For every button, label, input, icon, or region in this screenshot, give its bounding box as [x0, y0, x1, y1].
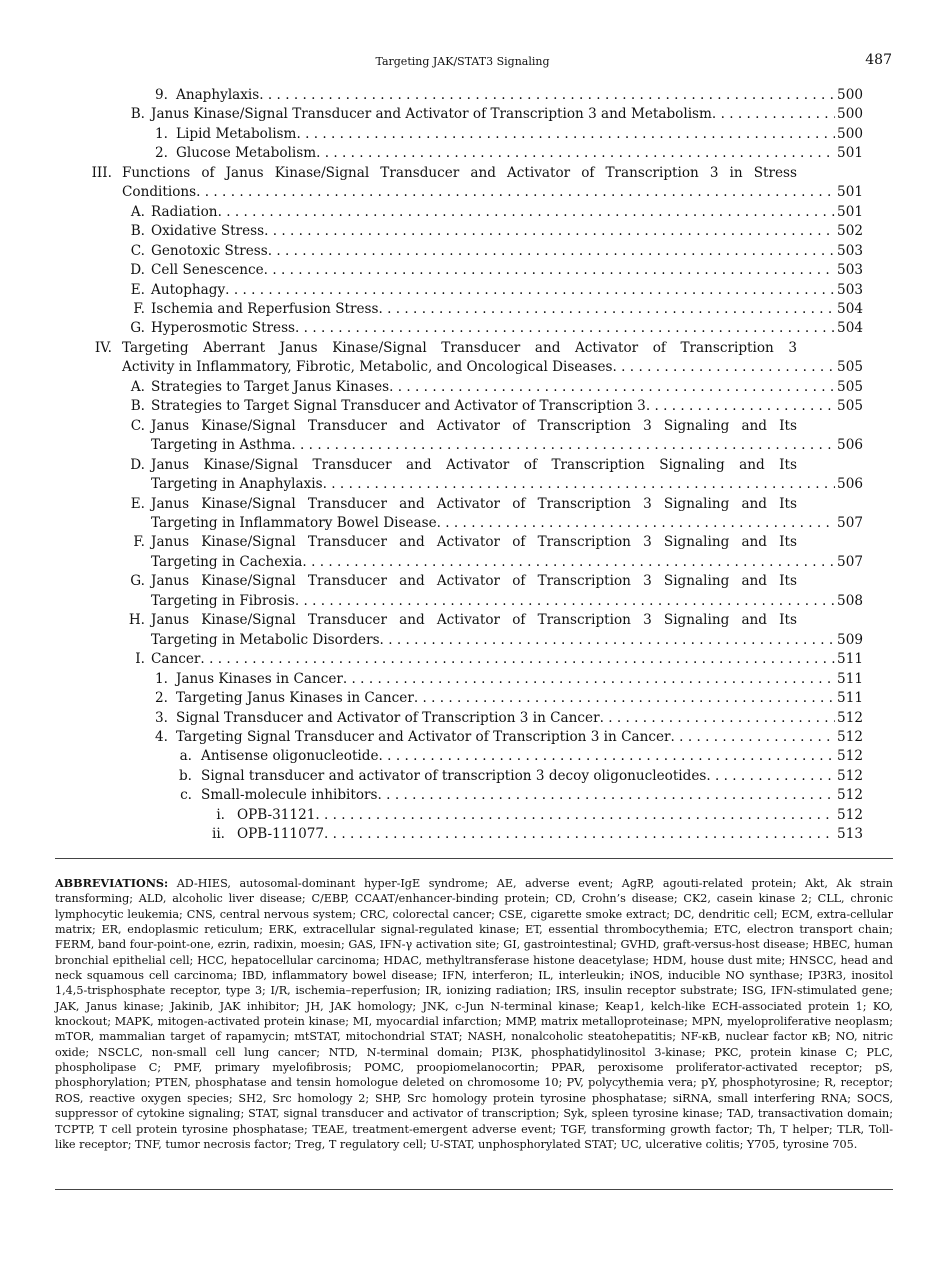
dot-leader [295, 592, 835, 611]
toc-entry[interactable] [0, 767, 863, 786]
toc-entry-page: 512 [837, 787, 863, 804]
toc-entry-page: 506 [837, 476, 863, 493]
toc-entry-title-line [151, 222, 863, 241]
toc-entry-title: Janus Kinases in Cancer [176, 670, 343, 687]
dot-leader [379, 747, 836, 766]
toc-entry-title: Janus Kinase/Signal Transducer and Activator of Transcription 3 Signaling and Its [151, 534, 797, 551]
toc-entry[interactable] [0, 300, 863, 319]
toc-entry-title-line [151, 514, 863, 533]
toc-entry-number: III. [91, 164, 112, 181]
dot-leader [378, 786, 836, 805]
dot-leader [225, 281, 835, 300]
dot-leader [389, 378, 835, 397]
toc-entry-number: a. [179, 748, 192, 765]
toc-entry-title: Janus Kinase/Signal Transducer and Activator of Transcription 3 and Metabolism [151, 106, 712, 123]
abbreviations-text: AD-HIES, autosomal-dominant hyper-IgE syndrome; AE, adverse event; AgRP, agouti-related protein; Akt, Ak strain transforming; ALD, alcoholic liver disease; C/EBP, CCAAT/enhancer-binding protein; CD, Crohn’s disease; CK2, casein kinase 2; CLL, chronic lymphocytic leukemia; CNS, central nervous system; CRC, colorectal cancer; CSE, cigarette smoke extract; DC, dendritic cell; ECM, extra-cellular matrix; ER, endoplasmic reticulum; ERK, extracellular signal-regulated kinase; ET, essential thrombocythemia; ETC, electron transport chain; FERM, band four-point-one, ezrin, radixin, moesin; GAS, IFN-γ activation site; GI, gastrointestinal; GVHD, graft-versus-host disease; HBEC, human bronchial epithelial cell; HCC, hepatocellular carcinoma; HDAC, methyltransferase histone deacetylase; HDM, house dust mite; HNSCC, head and neck squamous cell carcinoma; IBD, inflammatory bowel disease; IFN, interferon; IL, interleukin; iNOS, inducible NO synthase; IP3R3, inositol 1,4,5-trisphosphate receptor, type 3; I/R, ischemia–reperfusion; IR, ionizing radiation; IRS, insulin receptor substrate; ISG, IFN-stimulated gene; JAK, Janus kinase; Jakinib, JAK inhibitor; JH, JAK homology; JNK, c-Jun N-terminal kinase; Keap1, kelch-like ECH-associated protein 1; KO, knockout; MAPK, mitogen-activated protein kinase; MI, myocardial infarction; MMP, matrix metalloproteinase; MPN, myeloproliferative neoplasm; mTOR, mammalian target of rapamycin; mtSTAT, mitochondrial STAT; NASH, nonalcoholic steatohepatitis; NF-κB, nuclear factor κB; NO, nitric oxide; NSCLC, non-small cell lung cancer; NTD, N-terminal domain; PI3K, phosphatidylinositol 3-kinase; PKC, protein kinase C; PLC, phospholipase C; PMF, primary myelofibrosis; POMC, proopiomelanocortin; PPAR, peroxisome proliferator-activated receptor; pS, phosphorylation; PTEN, phosphatase and tensin homologue deleted on chromosome 10; PV, polycythemia vera; pY, phosphotyrosine; R, receptor; ROS, reactive oxygen species; SH2, Src homology 2; SHP, Src homology protein tyrosine phosphatase; siRNA, small interfering RNA; SOCS, suppressor of cytokine signaling; STAT, signal transducer and activator of transcription; Syk, spleen tyrosine kinase; TAD, transactivation domain; TCPTP, T cell protein tyrosine phosphatase; TEAE, treatment-emergent adverse event; TGF, transforming growth factor; Th, T helper; TLR, Toll-like receptor; TNF, tumor necrosis factor; Treg, T regulatory cell; U-STAT, unphosphorylated STAT; UC, ulcerative colitis; Y705, tyrosine 705. [55, 877, 893, 1151]
toc-entry-page: 512 [837, 806, 863, 823]
toc-entry-number: I. [135, 651, 145, 668]
dot-leader [706, 767, 835, 786]
toc-entry-title: Targeting in Metabolic Disorders [151, 631, 380, 648]
toc-entry-title-line [176, 728, 863, 747]
toc-entry-title: Strategies to Target Signal Transducer and Activator of Transcription 3 [151, 398, 646, 415]
toc-entry-page: 507 [837, 514, 863, 531]
toc-entry-number: F. [133, 534, 145, 551]
toc-entry-title: Targeting in Fibrosis [151, 592, 295, 609]
toc-entry-page: 505 [837, 359, 863, 376]
toc-entry-title-line [201, 786, 863, 805]
toc-entry[interactable] [0, 825, 863, 844]
toc-entry-title-line [151, 592, 863, 611]
dot-leader [218, 203, 835, 222]
toc-entry[interactable] [0, 222, 863, 241]
toc-entry-title: Targeting in Inflammatory Bowel Disease [151, 514, 437, 531]
toc-entry-number: G. [130, 320, 145, 337]
toc-entry-number: C. [130, 242, 145, 259]
toc-entry[interactable] [0, 242, 863, 261]
toc-entry-number: E. [130, 281, 145, 298]
toc-entry-title: Cell Senescence [151, 262, 264, 279]
toc-entry-page: 513 [837, 826, 863, 843]
dot-leader [324, 825, 835, 844]
toc-entry-title-line [151, 650, 863, 669]
toc-entry[interactable] [0, 786, 863, 805]
toc-entry[interactable] [0, 495, 863, 534]
toc-entry-title: Targeting Janus Kinases in Cancer [176, 690, 414, 707]
toc-entry-number: H. [128, 612, 145, 629]
dot-leader [295, 319, 835, 338]
toc-entry-number: ii. [211, 826, 225, 843]
toc-entry-title: Janus Kinase/Signal Transducer and Activator of Transcription 3 Signaling and Its [151, 417, 797, 434]
toc-entry-title: Targeting in Anaphylaxis [151, 476, 323, 493]
dot-leader [316, 144, 835, 163]
toc-entry-title: Janus Kinase/Signal Transducer and Activator of Transcription 3 Signaling and Its [151, 573, 797, 590]
toc-entry-title-line [151, 631, 863, 650]
toc-entry-title: Signal transducer and activator of transcription 3 decoy oligonucleotides [201, 767, 707, 784]
toc-entry[interactable] [0, 728, 863, 747]
dot-leader [712, 105, 835, 124]
toc-entry-number: D. [130, 456, 145, 473]
toc-entry-title: Targeting in Asthma [151, 437, 292, 454]
dot-leader [291, 436, 835, 455]
dot-leader [196, 183, 835, 202]
dot-leader [646, 397, 835, 416]
toc-entry-page: 509 [837, 631, 863, 648]
toc-entry-number: 9. [155, 87, 168, 103]
toc-entry-title-line [151, 281, 863, 300]
toc-entry-title-line [151, 436, 863, 455]
dot-leader [671, 728, 836, 747]
toc-entry-title-line [151, 397, 863, 416]
toc-entry-title: Genotoxic Stress [151, 242, 268, 259]
toc-entry-title: Targeting in Cachexia [151, 553, 303, 570]
toc-entry-page: 512 [837, 748, 863, 765]
toc-entry-title: Activity in Inflammatory, Fibrotic, Metabolic, and Oncological Diseases [122, 359, 613, 376]
toc-entry-number: i. [216, 806, 225, 823]
toc-entry-title: Lipid Metabolism [176, 125, 297, 142]
toc-entry-title: Targeting Signal Transducer and Activator of Transcription 3 in Cancer [176, 728, 671, 745]
toc-entry-number: G. [130, 573, 145, 590]
dot-leader [378, 300, 835, 319]
toc-entry-title: Strategies to Target Janus Kinases [151, 378, 390, 395]
toc-entry-title: Cancer [151, 651, 201, 668]
toc-entry[interactable] [0, 378, 863, 397]
toc-entry-page: 508 [837, 592, 863, 609]
toc-entry-number: F. [133, 300, 145, 317]
toc-entry-title: OPB-111077 [237, 826, 325, 843]
toc-entry[interactable] [0, 611, 863, 650]
toc-entry[interactable] [0, 125, 863, 144]
toc-entry-page: 501 [837, 203, 863, 220]
toc-entry-page: 502 [837, 223, 863, 240]
toc-entry[interactable] [0, 105, 863, 124]
toc-entry-number: E. [130, 495, 145, 512]
toc-entry-page: 501 [837, 145, 863, 162]
toc-entry-page: 503 [837, 281, 863, 298]
dot-leader [259, 86, 835, 105]
toc-entry-title-line [151, 319, 863, 338]
toc-entry-title-line [201, 767, 863, 786]
dot-leader [264, 222, 835, 241]
toc-entry[interactable] [0, 650, 863, 669]
toc-entry-number: B. [130, 223, 145, 240]
toc-entry[interactable] [0, 689, 863, 708]
toc-entry-page: 503 [837, 262, 863, 279]
toc-entry-title: Ischemia and Reperfusion Stress [151, 300, 379, 317]
toc-entry-page: 500 [837, 87, 863, 103]
toc-entry-title-line [122, 358, 863, 377]
toc-entry-number: A. [130, 378, 145, 395]
toc-entry-page: 505 [837, 398, 863, 415]
toc-entry-page: 511 [837, 690, 863, 707]
toc-entry-title: Targeting Aberrant Janus Kinase/Signal Transducer and Activator of Transcription 3 [122, 339, 797, 356]
toc-entry-title-line [151, 300, 863, 319]
toc-entry-title-line [237, 825, 863, 844]
toc-entry-page: 507 [837, 553, 863, 570]
toc-entry[interactable] [0, 203, 863, 222]
running-title: Targeting JAK/STAT3 Signaling [375, 55, 550, 68]
toc-entry-page: 500 [837, 106, 863, 123]
toc-entry[interactable] [0, 86, 863, 105]
toc-entry-number: A. [130, 203, 145, 220]
toc-entry-number: 3. [155, 709, 168, 726]
dot-leader [323, 475, 835, 494]
toc-entry-title-line [151, 203, 863, 222]
toc-entry-page: 506 [837, 437, 863, 454]
divider-top [55, 858, 893, 859]
toc-entry-page: 511 [837, 670, 863, 687]
toc-entry[interactable] [0, 339, 863, 378]
toc-entry[interactable] [0, 709, 863, 728]
toc-entry-title: Oxidative Stress [151, 223, 265, 240]
table-of-contents [0, 86, 863, 845]
dot-leader [200, 650, 835, 669]
toc-entry-page: 504 [837, 320, 863, 337]
toc-entry[interactable] [0, 281, 863, 300]
toc-entry-title: Janus Kinase/Signal Transducer and Activator of Transcription 3 Signaling and Its [151, 495, 797, 512]
toc-entry[interactable] [0, 572, 863, 611]
toc-entry-page: 503 [837, 242, 863, 259]
toc-entry-title-line [151, 378, 863, 397]
toc-entry-title-line [176, 86, 863, 105]
toc-entry-number: b. [178, 767, 192, 784]
dot-leader [380, 631, 836, 650]
toc-entry-number: B. [130, 398, 145, 415]
toc-entry-title-line [122, 183, 863, 202]
toc-entry-page: 505 [837, 378, 863, 395]
toc-entry[interactable] [0, 806, 863, 825]
toc-entry-title: Hyperosmotic Stress [151, 320, 296, 337]
toc-entry-title: OPB-31121 [237, 806, 316, 823]
toc-entry-title: Glucose Metabolism [176, 145, 317, 162]
toc-entry-number: B. [130, 106, 145, 123]
toc-entry-title: Signal Transducer and Activator of Transcription 3 in Cancer [176, 709, 600, 726]
dot-leader [302, 553, 835, 572]
toc-entry-title: Anaphylaxis [176, 87, 260, 103]
toc-entry-title: Small-molecule inhibitors [201, 787, 378, 804]
toc-entry[interactable] [0, 417, 863, 456]
toc-entry-number: 4. [155, 728, 168, 745]
toc-entry-title-line [237, 806, 863, 825]
page-number: 487 [865, 52, 892, 68]
toc-entry-title: Radiation [151, 203, 218, 220]
toc-entry-title-line [151, 105, 863, 124]
toc-entry-title: Janus Kinase/Signal Transducer and Activator of Transcription Signaling and Its [151, 456, 797, 473]
toc-entry[interactable] [0, 533, 863, 572]
toc-entry-number: 1. [155, 125, 168, 142]
toc-entry-title-line [176, 125, 863, 144]
dot-leader [414, 689, 835, 708]
toc-entry[interactable] [0, 261, 863, 280]
toc-entry-title-line [176, 709, 863, 728]
toc-entry-title: Janus Kinase/Signal Transducer and Activator of Transcription 3 Signaling and Its [151, 612, 797, 629]
dot-leader [600, 709, 835, 728]
toc-entry-title: Antisense oligonucleotide [201, 748, 379, 765]
divider-bottom [55, 1189, 893, 1190]
dot-leader [315, 806, 835, 825]
dot-leader [296, 125, 835, 144]
toc-entry[interactable] [0, 144, 863, 163]
toc-entry-number: D. [130, 262, 145, 279]
toc-entry-title: Conditions [122, 184, 197, 201]
toc-entry-title-line [151, 242, 863, 261]
toc-entry-title-line [176, 689, 863, 708]
toc-entry-title-line [151, 475, 863, 494]
toc-entry-title-line [201, 747, 863, 766]
toc-entry-number: C. [130, 417, 145, 434]
toc-entry[interactable] [0, 670, 863, 689]
toc-entry-number: 1. [155, 670, 168, 687]
toc-entry-page: 500 [837, 125, 863, 142]
toc-entry-number: IV. [94, 339, 112, 356]
toc-entry-page: 512 [837, 709, 863, 726]
dot-leader [264, 261, 835, 280]
toc-entry-page: 511 [837, 651, 863, 668]
toc-entry-number: c. [180, 787, 192, 804]
toc-entry[interactable] [0, 164, 863, 203]
toc-entry-page: 501 [837, 184, 863, 201]
toc-entry-page: 512 [837, 767, 863, 784]
toc-entry-title-line [151, 553, 863, 572]
toc-entry-page: 512 [837, 728, 863, 745]
toc-entry-title-line [151, 261, 863, 280]
toc-entry-number: 2. [155, 145, 168, 162]
toc-entry-page: 504 [837, 300, 863, 317]
toc-entry[interactable] [0, 397, 863, 416]
abbreviations-block [55, 876, 893, 1152]
toc-entry[interactable] [0, 747, 863, 766]
toc-entry-title: Autophagy [151, 281, 226, 298]
dot-leader [343, 670, 835, 689]
dot-leader [268, 242, 835, 261]
toc-entry-number: 2. [155, 690, 168, 707]
abbreviations-label: ABBREVIATIONS: [55, 876, 169, 890]
toc-entry-title-line [176, 670, 863, 689]
toc-entry[interactable] [0, 319, 863, 338]
toc-entry-title-line [176, 144, 863, 163]
toc-entry-title: Functions of Janus Kinase/Signal Transducer and Activator of Transcription 3 in Stress [122, 164, 797, 181]
dot-leader [437, 514, 835, 533]
toc-entry[interactable] [0, 456, 863, 495]
dot-leader [613, 358, 836, 377]
